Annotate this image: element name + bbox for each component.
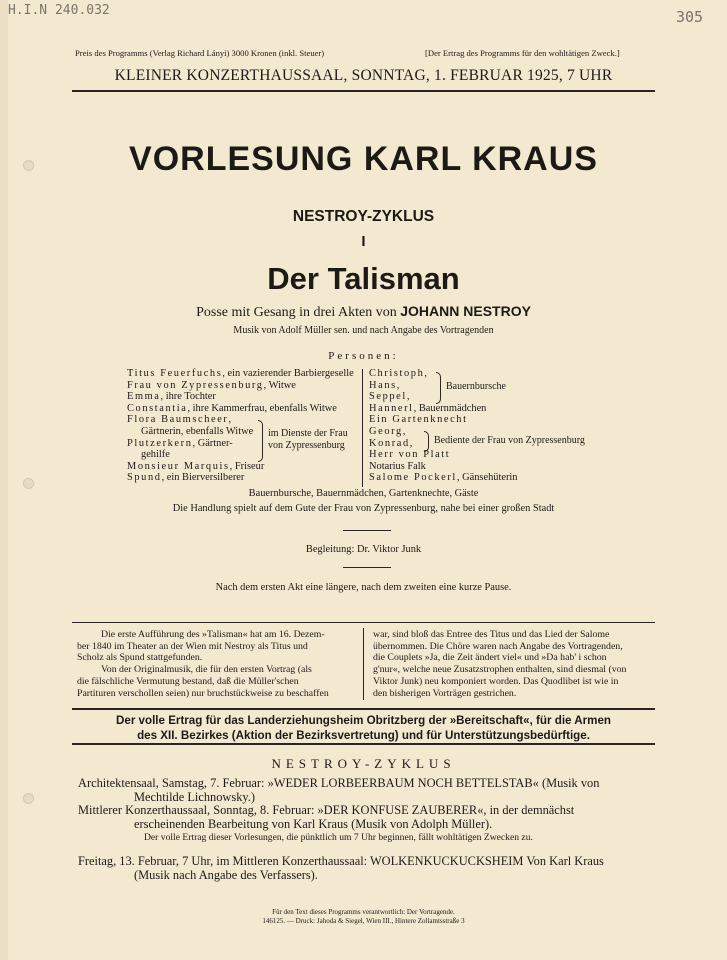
page-number-mark: 305 <box>676 8 704 26</box>
event-3: Freitag, 13. Februar, 7 Uhr, im Mittleren Konzerthaussaal: WOLKENKUCKUCKSHEIM Von Karl Kraus (Musik nach Angabe des Verfassers). <box>78 854 604 882</box>
cast-entry: Constantia, ihre Kammerfrau, ebenfalls Witwe <box>127 402 337 414</box>
event-2: Mittlerer Konzerthaussaal, Sonntag, 8. Februar: »DER KONFUSE ZAUBERER«, in der demnächst erscheinenden Bearbeitung von Karl Kraus (Musik von Adolph Müller). <box>78 803 575 831</box>
header-rule <box>72 90 655 92</box>
play-subtitle <box>72 303 655 321</box>
accompaniment: Begleitung: Dr. Viktor Junk <box>305 544 422 555</box>
cast-entry: Salome Pockerl, Gänsehüterin <box>369 472 518 484</box>
cast-entry: Monsieur Marquis, Friseur <box>127 460 265 472</box>
play-title: Der Talisman <box>267 261 460 296</box>
archive-mark: H.I.N 240.032 <box>8 3 110 18</box>
cast-extras: Bauernbursche, Bauernmädchen, Gartenknechte, Gäste <box>248 488 479 499</box>
cast-entry: Hannerl, Bauernmädchen <box>369 402 487 414</box>
cast-entry: Christoph, <box>369 368 427 379</box>
benefit-notice: Der volle Ertrag für das Landerziehungsheim Obritzberg der »Bereitschaft«, für die Armen des XII. Bezirkes (Aktion der Bezirksvertretung) und für Unterstützungsbedürftige. <box>116 714 611 742</box>
subtitle-prefix: Posse mit Gesang in drei Akten von <box>196 305 397 320</box>
benefit-bottom-rule <box>72 743 655 745</box>
cast-entry: Plutzerkern, Gärtner- <box>127 437 233 449</box>
cast-entry: Konrad, <box>369 437 413 449</box>
event-1: Architektensaal, Samstag, 7. Februar: »WEDER LORBEERBAUM NOCH BETTELSTAB« (Musik von Mechtilde Lichnowsky.) <box>78 776 600 804</box>
punch-hole <box>23 793 34 804</box>
cast-entry: Herr von Platt <box>369 449 451 461</box>
cast-left <box>127 368 354 484</box>
cast-right-group-1: Bauernbursche <box>446 381 506 392</box>
proceeds-note: [Der Ertrag des Programms für den wohltätigen Zweck.] <box>425 48 620 58</box>
notes-right: war, sind bloß das Entree des Titus und das Lied der Salome übernommen. Die Chöre waren nach Angabe des Vortragenden, die Couplets »Ja, die Zeit ändert viel« und »Da hab' i schon g'nur«, welche neue Zusatzstrophen enthalten, sind diesmal (von Viktor Junk) neu komponiert worden. Das Quodlibet ist wie in den bisherigen Vorträgen gestrichen. <box>373 629 627 699</box>
events-proceeds-note: Der volle Ertrag dieser Vorlesungen, die pünktlich um 7 Uhr beginnen, fällt wohltätigen Zwecken zu. <box>144 832 533 843</box>
cast-entry: Seppel, <box>369 391 410 403</box>
cast-entry: Hans, <box>369 379 400 391</box>
punch-hole <box>23 160 34 171</box>
cast-left-group: im Dienste der Frau von Zypressenburg <box>268 428 348 451</box>
page-title: VORLESUNG KARL KRAUS <box>129 140 598 178</box>
venue-line: KLEINER KONZERTHAUSSAAL, SONNTAG, 1. FEBRUAR 1925, 7 UHR <box>114 67 613 84</box>
punch-hole <box>23 478 34 489</box>
footer-responsibility: Für den Text dieses Programms verantwortlich: Der Vortragende. <box>272 908 455 916</box>
cast-entry: Ein Gartenknecht <box>369 414 468 426</box>
cast-right-group-2: Bediente der Frau von Zypressenburg <box>434 435 585 446</box>
cast-entry: Emma, ihre Tochter <box>127 391 216 403</box>
short-rule <box>343 530 391 531</box>
benefit-top-rule <box>72 708 655 710</box>
cycle-title: NESTROY-ZYKLUS <box>292 208 435 225</box>
setting-note: Die Handlung spielt auf dem Gute der Frau von Zypressenburg, nahe bei einer großen Stadt <box>172 503 555 514</box>
notes-top-rule <box>72 622 655 623</box>
brace <box>436 372 441 404</box>
music-note: Musik von Adolf Müller sen. und nach Angabe des Vortragenden <box>233 325 494 336</box>
cast-entry: Flora Baumscheer, <box>127 414 232 426</box>
cast-heading: Personen: <box>328 350 399 362</box>
paper-edge <box>0 0 8 960</box>
cast-entry: gehilfe <box>141 449 170 461</box>
price-note: Preis des Programms (Verlag Richard Lányi) 3000 Kronen (inkl. Steuer) <box>75 48 325 58</box>
cast-entry: Notarius Falk <box>369 460 426 472</box>
series-heading: NESTROY-ZYKLUS <box>271 756 456 771</box>
cast-entry: Frau von Zypressenburg, Witwe <box>127 379 296 391</box>
brace <box>258 420 263 462</box>
intermission-note: Nach dem ersten Akt eine längere, nach dem zweiten eine kurze Pause. <box>215 582 512 593</box>
cast-entry: Spund, ein Bierversilberer <box>127 472 245 484</box>
cast-entry: Georg, <box>369 425 406 437</box>
notes-divider <box>363 628 364 700</box>
cast-entry: Titus Feuerfuchs, ein vazierender Barbiergeselle <box>127 368 354 379</box>
short-rule <box>343 567 391 568</box>
notes-left: Die erste Aufführung des »Talisman« hat am 16. Dezem- ber 1840 im Theater an der Wien mit Nestroy als Titus und Scholz als Spund stattgefunden. Von der Originalmusik, die für den ersten Vortrag (als die fälschliche Vermutung bestand, daß die Müller'schen Partituren verschollen seien) nur bruchstückweise zu beschaffen <box>77 629 329 699</box>
cast-entry: Gärtnerin, ebenfalls Witwe <box>141 425 254 437</box>
cast-divider <box>362 369 363 487</box>
part-number: I <box>361 233 366 250</box>
brace <box>424 431 429 452</box>
footer-printer: 146125. — Druck: Jahoda & Siegel, Wien III., Hintere Zollamtsstraße 3 <box>262 917 465 925</box>
author-name: JOHANN NESTROY <box>400 303 531 319</box>
